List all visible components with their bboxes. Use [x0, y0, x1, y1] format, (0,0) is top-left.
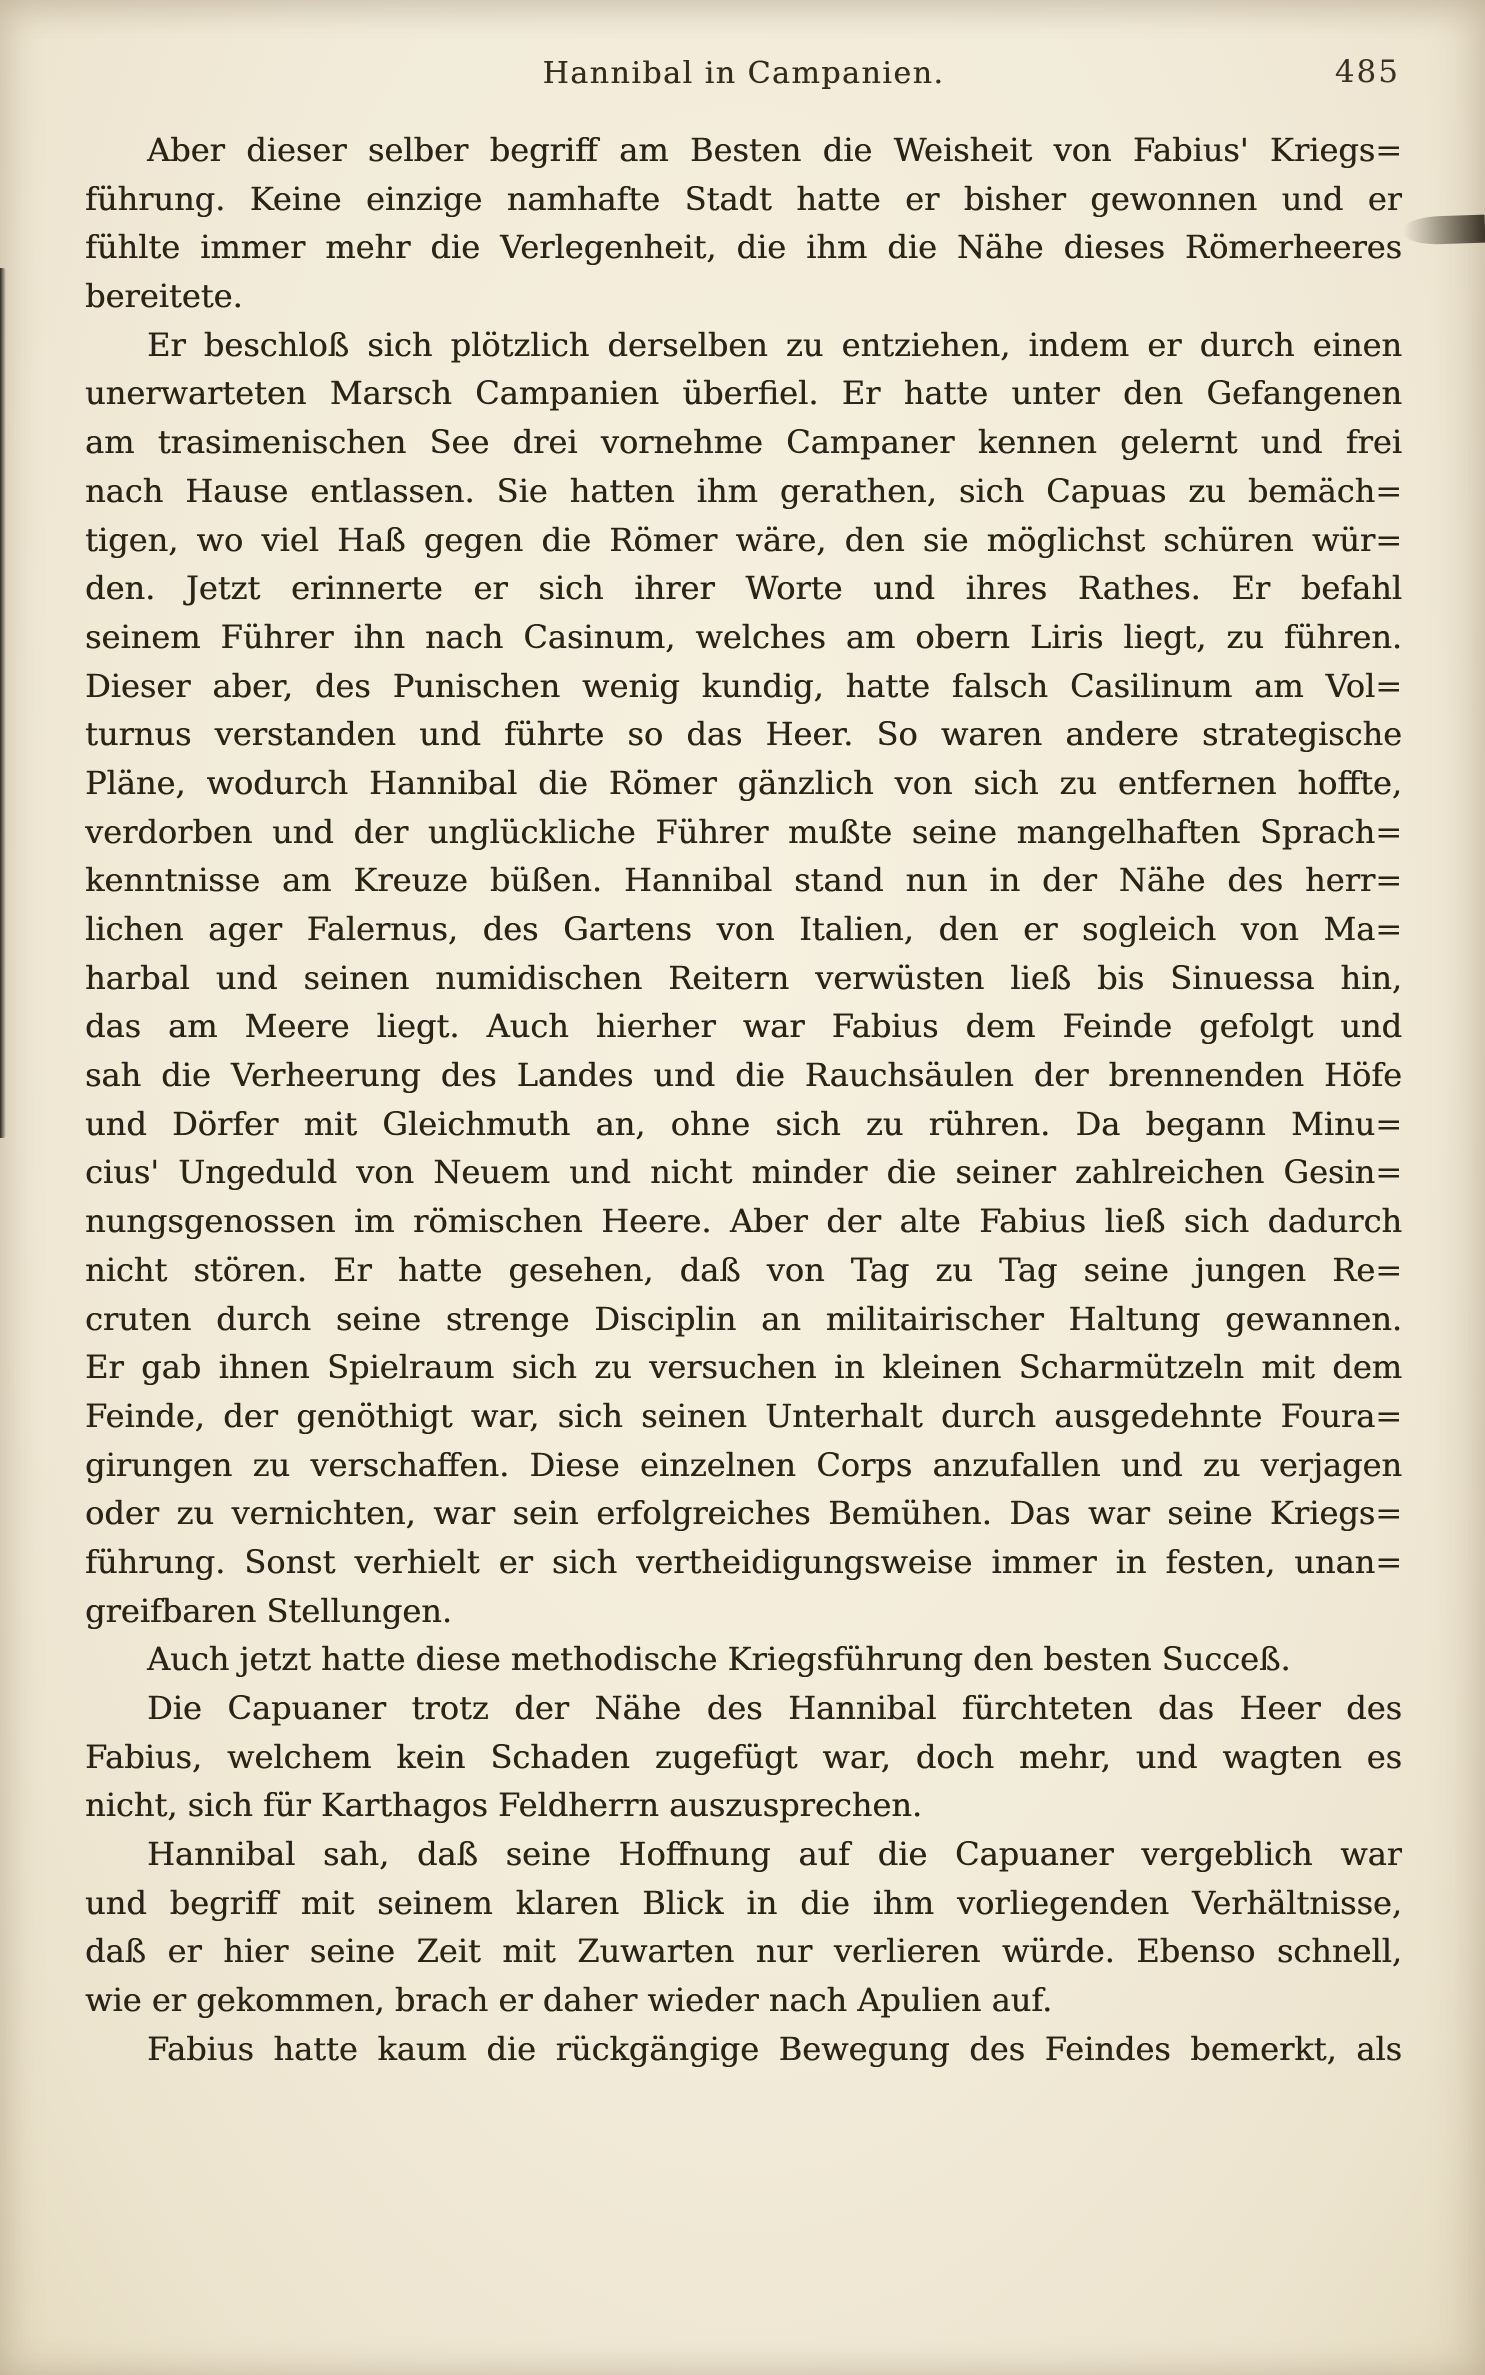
- text-line: sah die Verheerung des Landes und die Rauchsäulen der brennenden Höfe: [85, 1056, 1402, 1095]
- text-line: nungsgenossen im römischen Heere. Aber der alte Fabius ließ sich dadurch: [85, 1202, 1402, 1241]
- text-line: führung. Sonst verhielt er sich vertheidigungsweise immer in festen, unan=: [85, 1542, 1402, 1581]
- text-line: cius' Ungeduld von Neuem und nicht minder die seiner zahlreichen Gesin=: [85, 1153, 1402, 1192]
- text-line: seinem Führer ihn nach Casinum, welches am obern Liris liegt, zu führen.: [85, 617, 1402, 656]
- page-header: [85, 56, 1402, 100]
- scan-edge-artifact: [0, 268, 6, 1138]
- body-text: [85, 126, 1402, 2074]
- text-line: Er gab ihnen Spielraum sich zu versuchen in kleinen Scharmützeln mit dem: [85, 1348, 1402, 1387]
- text-line: kenntnisse am Kreuze büßen. Hannibal stand nun in der Nähe des herr=: [85, 861, 1402, 900]
- text-line: unerwarteten Marsch Campanien überfiel. Er hatte unter den Gefangenen: [85, 374, 1402, 413]
- text-line: lichen ager Falernus, des Gartens von Italien, den er sogleich von Ma=: [85, 910, 1402, 948]
- text-line: girungen zu verschaffen. Diese einzelnen Corps anzufallen und zu verjagen: [85, 1445, 1402, 1484]
- text-line: Hannibal sah, daß seine Hoffnung auf die Capuaner vergeblich war: [147, 1835, 1402, 1874]
- text-line: und Dörfer mit Gleichmuth an, ohne sich zu rühren. Da begann Minu=: [85, 1104, 1402, 1143]
- page-number: 485: [1334, 54, 1400, 90]
- ink-smudge-artifact: [1403, 215, 1485, 246]
- text-line: tigen, wo viel Haß gegen die Römer wäre, den sie möglichst schüren wür=: [85, 520, 1402, 559]
- text-line: Pläne, wodurch Hannibal die Römer gänzlich von sich zu entfernen hoffte,: [85, 763, 1402, 802]
- text-line: bereitete.: [85, 277, 243, 316]
- text-line: Die Capuaner trotz der Nähe des Hannibal fürchteten das Heer des: [147, 1689, 1402, 1727]
- text-line: Feinde, der genöthigt war, sich seinen Unterhalt durch ausgedehnte Foura=: [85, 1396, 1402, 1435]
- text-line: Auch jetzt hatte diese methodische Kriegsführung den besten Succeß.: [147, 1640, 1291, 1679]
- text-line: daß er hier seine Zeit mit Zuwarten nur verlieren würde. Ebenso schnell,: [85, 1932, 1402, 1971]
- text-line: das am Meere liegt. Auch hierher war Fabius dem Feinde gefolgt und: [85, 1007, 1402, 1046]
- text-line: harbal und seinen numidischen Reitern verwüsten ließ bis Sinuessa hin,: [85, 958, 1402, 997]
- text-line: führung. Keine einzige namhafte Stadt hatte er bisher gewonnen und er: [85, 179, 1402, 218]
- text-line: oder zu vernichten, war sein erfolgreiches Bemühen. Das war seine Kriegs=: [85, 1494, 1402, 1533]
- text-line: am trasimenischen See drei vornehme Campaner kennen gelernt und frei: [85, 423, 1402, 462]
- text-line: und begriff mit seinem klaren Blick in die ihm vorliegenden Verhältnisse,: [85, 1883, 1402, 1922]
- text-line: verdorben und der unglückliche Führer mußte seine mangelhaften Sprach=: [85, 812, 1402, 851]
- text-line: nach Hause entlassen. Sie hatten ihm gerathen, sich Capuas zu bemäch=: [85, 471, 1402, 510]
- running-title: Hannibal in Campanien.: [542, 56, 945, 91]
- text-line: nicht stören. Er hatte gesehen, daß von Tag zu Tag seine jungen Re=: [85, 1250, 1402, 1289]
- text-line: cruten durch seine strenge Disciplin an militairischer Haltung gewannen.: [85, 1299, 1402, 1338]
- text-line: wie er gekommen, brach er daher wieder nach Apulien auf.: [85, 1981, 1053, 2020]
- text-line: nicht, sich für Karthagos Feldherrn auszusprechen.: [85, 1786, 923, 1825]
- text-line: Aber dieser selber begriff am Besten die Weisheit von Fabius' Kriegs=: [147, 131, 1402, 169]
- text-line: Fabius hatte kaum die rückgängige Bewegung des Feindes bemerkt, als: [147, 2029, 1402, 2068]
- text-line: Dieser aber, des Punischen wenig kundig, hatte falsch Casilinum am Vol=: [85, 666, 1402, 705]
- text-line: greifbaren Stellungen.: [85, 1591, 452, 1630]
- text-line: Fabius, welchem kein Schaden zugefügt war, doch mehr, und wagten es: [85, 1737, 1402, 1776]
- text-line: Er beschloß sich plötzlich derselben zu entziehen, indem er durch einen: [147, 325, 1402, 364]
- text-line: den. Jetzt erinnerte er sich ihrer Worte und ihres Rathes. Er befahl: [85, 569, 1402, 608]
- text-line: fühlte immer mehr die Verlegenheit, die ihm die Nähe dieses Römerheeres: [85, 228, 1402, 267]
- text-line: turnus verstanden und führte so das Heer. So waren andere strategische: [85, 715, 1402, 754]
